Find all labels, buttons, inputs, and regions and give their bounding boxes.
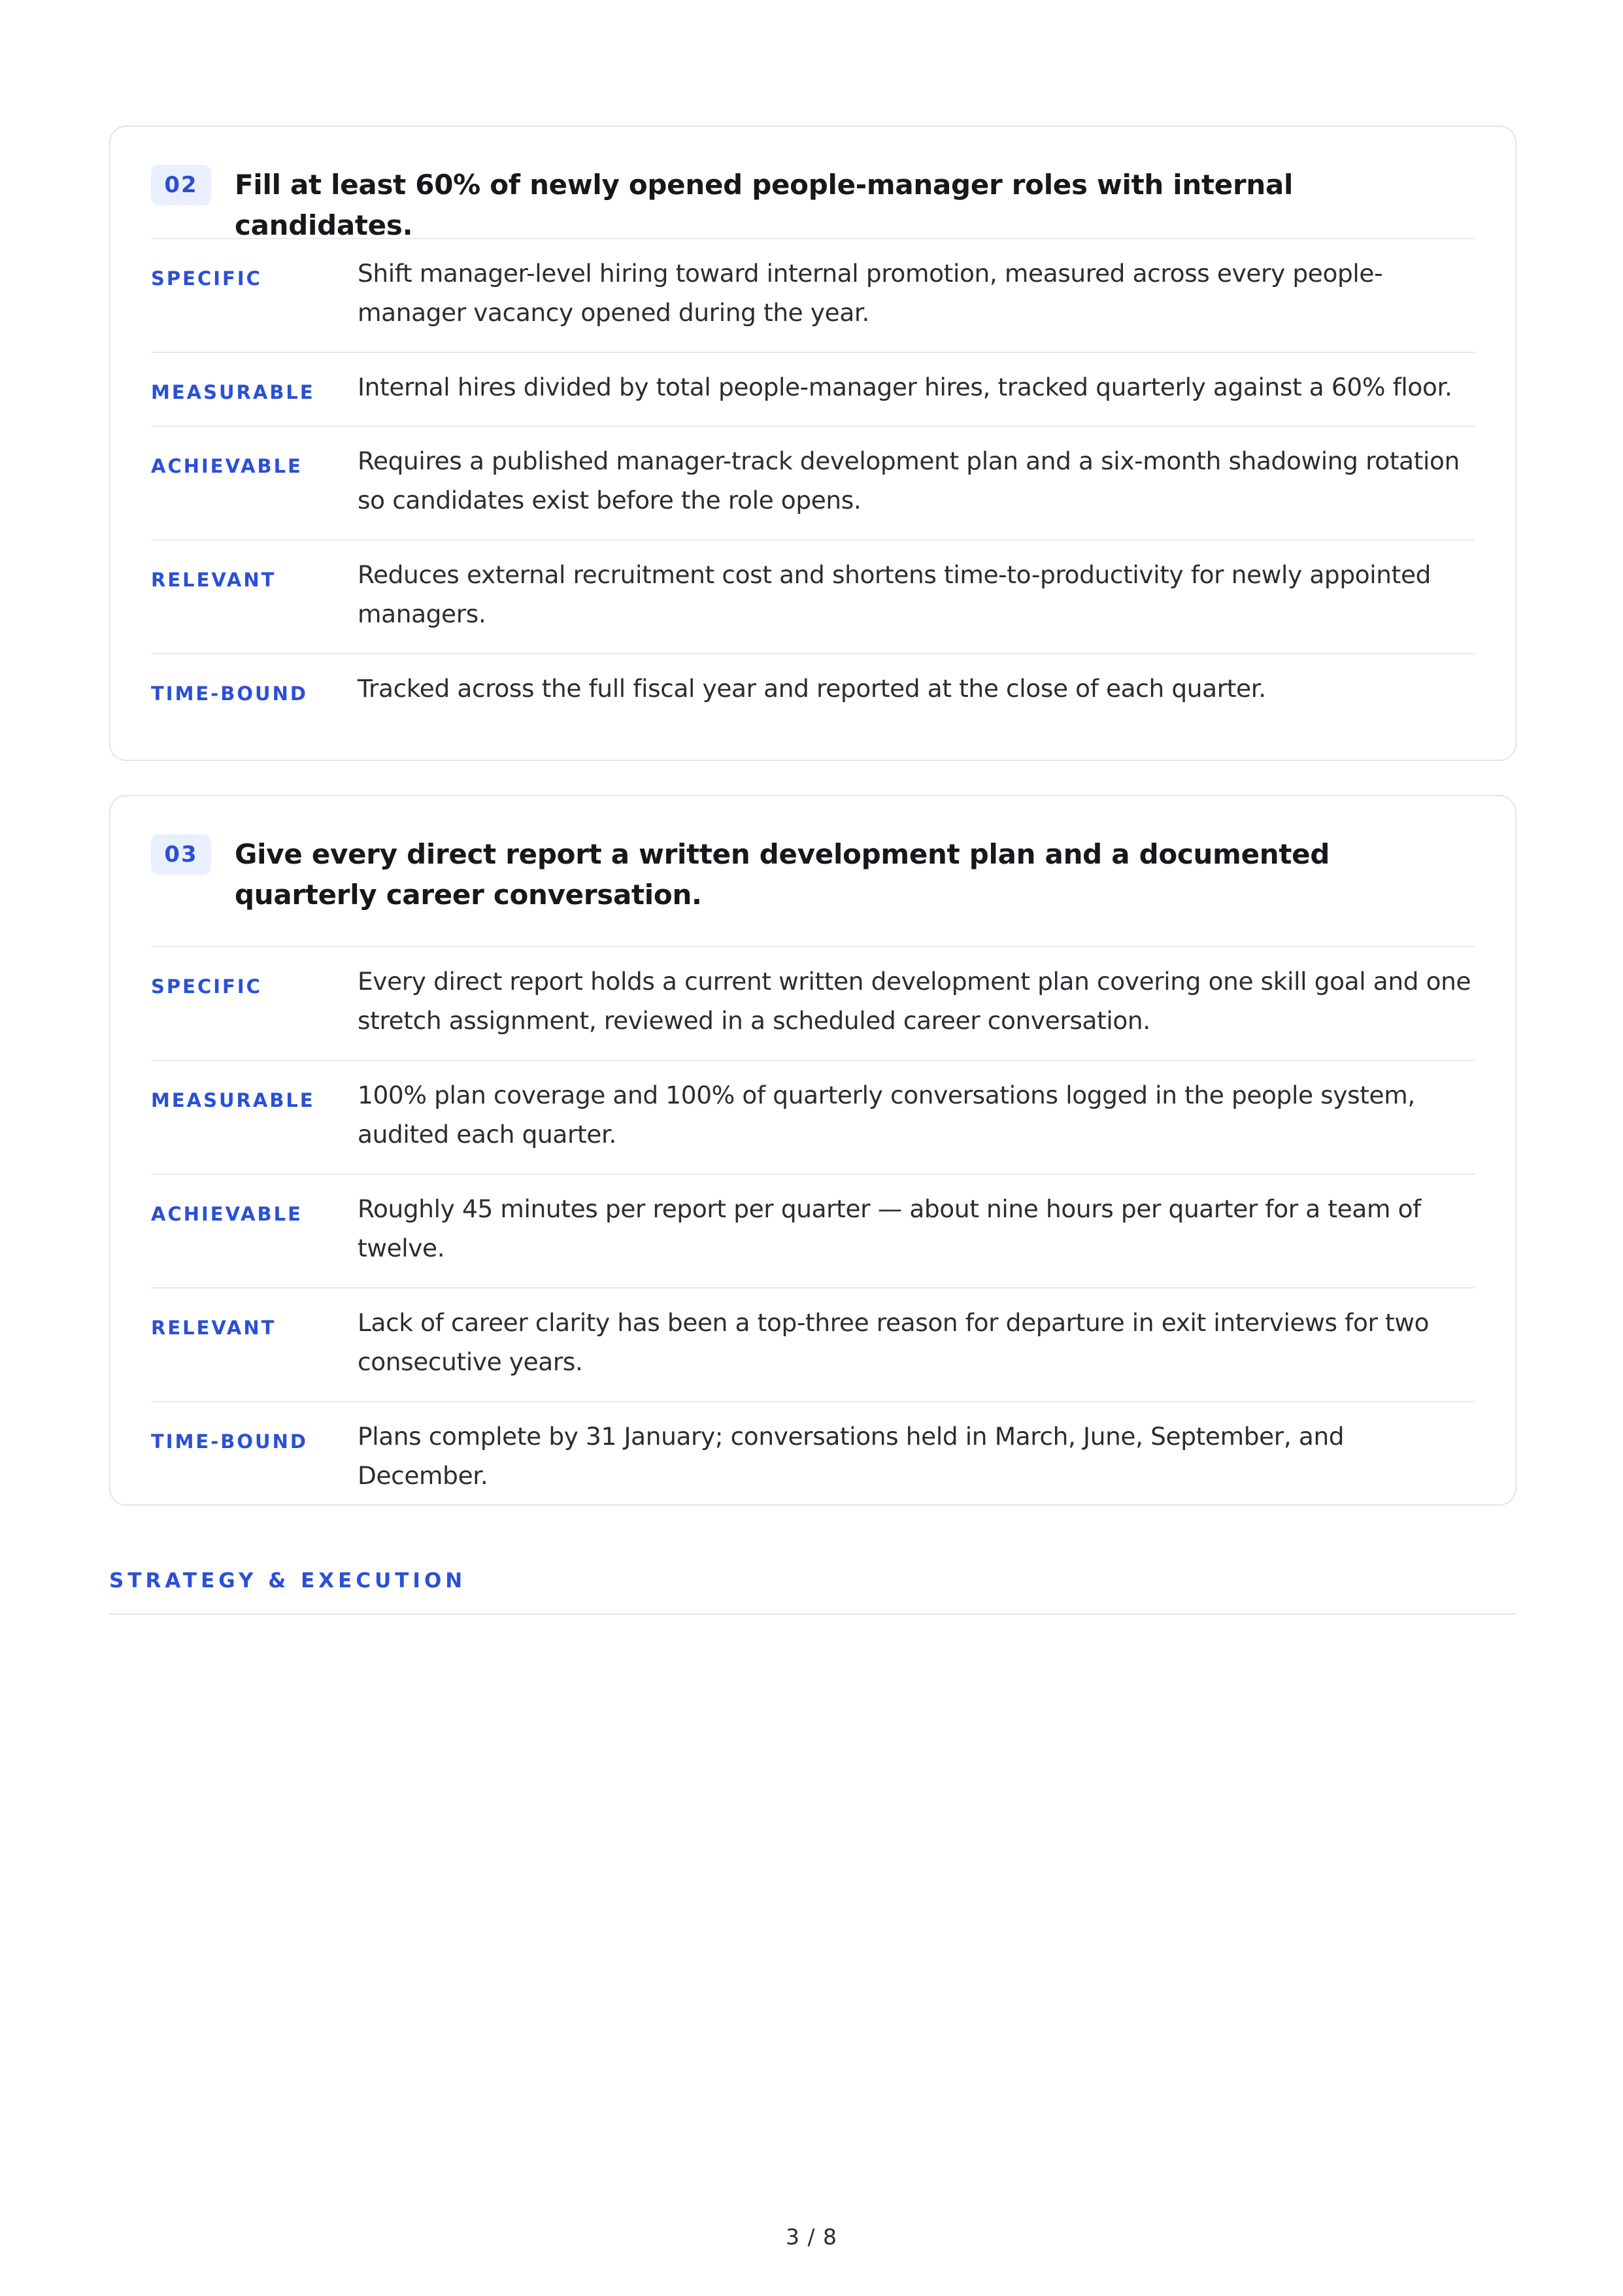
criterion-text: 100% plan coverage and 100% of quarterly conversations logged in the people system, audited each quarter.	[358, 1081, 1415, 1149]
criterion-measurable	[151, 1060, 1475, 1173]
goal-title: Fill at least 60% of newly opened people-manager roles with internal candidates.	[235, 169, 1294, 241]
criterion-text: Lack of career clarity has been a top-three reason for departure in exit interviews for two consecutive years.	[358, 1308, 1430, 1376]
goal-card-03	[109, 795, 1516, 1506]
goal-title: Give every direct report a written development plan and a documented quarterly career conversation.	[235, 838, 1330, 911]
criterion-label: ACHIEVABLE	[151, 455, 303, 477]
section-heading	[109, 1562, 1516, 1615]
criterion-text: Tracked across the full fiscal year and reported at the close of each quarter.	[358, 674, 1266, 703]
criterion-achievable	[151, 426, 1475, 539]
criterion-specific	[151, 946, 1475, 1060]
page-number: 3 / 8	[785, 2224, 838, 2250]
criterion-relevant	[151, 539, 1475, 653]
criterion-label: MEASURABLE	[151, 1089, 315, 1111]
criterion-label: TIME-BOUND	[151, 683, 308, 705]
criterion-achievable	[151, 1173, 1475, 1287]
criterion-text: Requires a published manager-track development plan and a six-month shadowing rotation so candidates exist before the role opens.	[358, 447, 1460, 515]
criterion-label: MEASURABLE	[151, 381, 315, 403]
criterion-label: RELEVANT	[151, 569, 276, 591]
smart-criteria-list	[151, 238, 1475, 725]
criterion-measurable	[151, 352, 1475, 426]
criterion-text: Roughly 45 minutes per report per quarter — about nine hours per quarter for a team of twelve.	[358, 1194, 1421, 1262]
goal-card-02	[109, 126, 1516, 761]
criterion-text: Every direct report holds a current written development plan covering one skill goal and one stretch assignment, reviewed in a scheduled career conversation.	[358, 967, 1471, 1035]
section-heading-label: STRATEGY & EXECUTION	[109, 1569, 467, 1593]
goal-number-badge: 02	[151, 165, 211, 205]
goal-header	[151, 796, 1475, 946]
criterion-text: Plans complete by 31 January; conversations held in March, June, September, and December.	[358, 1422, 1345, 1490]
smart-criteria-list	[151, 946, 1475, 1490]
criterion-time-bound	[151, 653, 1475, 725]
criterion-text: Internal hires divided by total people-manager hires, tracked quarterly against a 60% floor.	[358, 373, 1452, 401]
criterion-specific	[151, 238, 1475, 352]
criterion-text: Shift manager-level hiring toward internal promotion, measured across every people-manager vacancy opened during the year.	[358, 259, 1383, 327]
criterion-relevant	[151, 1287, 1475, 1401]
criterion-time-bound	[151, 1401, 1475, 1490]
criterion-label: SPECIFIC	[151, 267, 262, 290]
criterion-label: ACHIEVABLE	[151, 1203, 303, 1225]
goal-number-badge: 03	[151, 834, 211, 875]
criterion-label: SPECIFIC	[151, 975, 262, 998]
goal-header	[151, 127, 1475, 241]
criterion-label: RELEVANT	[151, 1317, 276, 1339]
criterion-text: Reduces external recruitment cost and shortens time-to-productivity for newly appointed managers.	[358, 560, 1431, 628]
criterion-label: TIME-BOUND	[151, 1430, 308, 1453]
